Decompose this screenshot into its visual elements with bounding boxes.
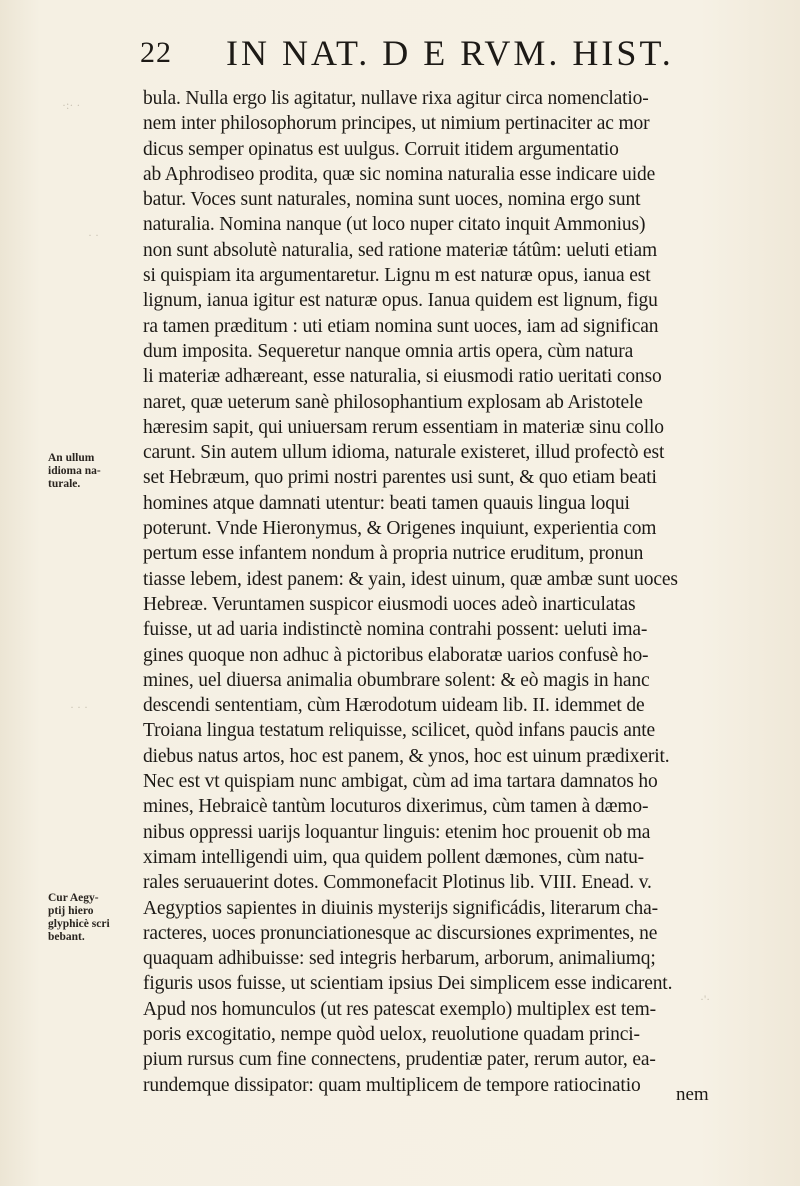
text-line: pium rursus cum fine connectens, prudentiæ pater, rerum autor, ea- xyxy=(143,1049,656,1071)
text-line: racteres, uoces pronunciationesque ac discursiones exprimentes, ne xyxy=(143,922,658,944)
text-line: Aegyptios sapientes in diuinis mysterijs significádis, literarum cha- xyxy=(143,897,658,919)
text-line: figuris usos fuisse, ut scientiam ipsius Dei simplicem esse indicarent. xyxy=(143,973,673,995)
text-line: si quispiam ita argumentaretur. Lignu m est naturæ opus, ianua est xyxy=(143,265,651,287)
text-line: Nec est vt quispiam nunc ambigat, cùm ad ima tartara damnatos ho xyxy=(143,771,658,793)
marginal-note-line: glyphicè scri xyxy=(48,918,110,930)
text-line: naturalia. Nomina nanque (ut loco nuper citato inquit Ammonius) xyxy=(143,214,646,236)
text-line: Apud nos homunculos (ut res patescat exemplo) multiplex est tem- xyxy=(143,998,656,1020)
marginal-note-line: ptij hiero xyxy=(48,905,94,917)
text-line: bula. Nulla ergo lis agitatur, nullave rixa agitur circa nomenclatio- xyxy=(143,88,649,109)
text-line: lignum, ianua igitur est naturæ opus. Ianua quidem est lignum, figu xyxy=(143,290,658,312)
text-line: mines, Hebraicè tantùm locuturos dixerimus, cùm tamen à dæmo- xyxy=(143,796,649,818)
text-line: fuisse, ut ad uaria indistinctè nomina contrahi possent: ueluti ima- xyxy=(143,619,648,641)
text-line: rales seruauerint dotes. Commonefacit Plotinus lib. VIII. Enead. v. xyxy=(143,872,652,894)
marginal-note-line: turale. xyxy=(48,478,81,490)
marginal-note-hieroglyphics xyxy=(48,892,140,944)
text-line: carunt. Sin autem ullum idioma, naturale existeret, illud profectò est xyxy=(143,442,665,464)
text-line: dum imposita. Sequeretur nanque omnia artis opera, cùm natura xyxy=(143,340,634,362)
text-line: ab Aphrodiseo prodita, quæ sic nomina naturalia esse indicare uide xyxy=(143,163,656,185)
text-line: naret, quæ ueterum sanè philosophantium explosam ab Aristotele xyxy=(143,391,643,413)
bleed-through-mark: · · · xyxy=(70,700,88,714)
text-line: rundemque dissipator: quam multiplicem de tempore ratiocinatio xyxy=(143,1074,641,1096)
text-line: pertum esse infantem nondum à propria nutrice eruditum, pronun xyxy=(143,543,644,565)
text-line: set Hebræum, quo primi nostri parentes usi sunt, & quo etiam beati xyxy=(143,467,657,489)
text-line: poterunt. Vnde Hieronymus, & Origenes inquiunt, experientia com xyxy=(143,518,657,540)
text-line: descendi sententiam, cùm Hærodotum uideam lib. II. idemmet de xyxy=(143,695,645,717)
text-line: mines, uel diuersa animalia obumbrare solent: & eò magis in hanc xyxy=(143,669,650,691)
text-line: Hebreæ. Veruntamen suspicor eiusmodi uoces adeò inarticulatas xyxy=(143,593,636,615)
text-line: nem inter philosophorum principes, ut nimium pertinaciter ac mor xyxy=(143,113,650,135)
bleed-through-mark: ·:· · xyxy=(62,98,81,112)
text-line: quaquam adhibuisse: sed integris herbarum, arborum, animaliumq; xyxy=(143,948,656,970)
marginal-note-line: An ullum xyxy=(48,452,95,464)
marginal-note-line: idioma na- xyxy=(48,465,101,477)
body-text xyxy=(143,86,773,1098)
bleed-through-mark: ·'· xyxy=(700,992,711,1006)
marginal-note-idioma xyxy=(48,452,140,491)
catchword: nem xyxy=(676,1084,709,1105)
text-line: Troiana lingua testatum reliquisse, scilicet, quòd infans paucis ante xyxy=(143,720,656,742)
text-line: ra tamen præditum : uti etiam nomina sunt uoces, iam ad significan xyxy=(143,315,659,337)
page-number: 22 xyxy=(140,36,172,69)
marginal-note-line: Cur Aegy- xyxy=(48,892,99,904)
text-line: poris excogitatio, nempe quòd uelox, reuolutione quadam princi- xyxy=(143,1023,640,1045)
running-head: IN NAT. D E RVM. HIST. xyxy=(226,33,674,73)
page-header xyxy=(140,28,780,72)
text-line: batur. Voces sunt naturales, nomina sunt uoces, nomina ergo sunt xyxy=(143,189,641,211)
text-line: li materiæ adhæreant, esse naturalia, si eiusmodi ratio ueritati conso xyxy=(143,366,662,388)
text-line: homines atque damnati utentur: beati tamen quauis lingua loqui xyxy=(143,492,630,514)
text-line: nibus oppressi uarijs loquantur linguis: etenim hoc prouenit ob ma xyxy=(143,821,651,843)
text-line: hæresim sapit, qui uniuersam rerum essentiam in materiæ sinu collo xyxy=(143,416,664,438)
text-line: dicus semper opinatus est uulgus. Corruit itidem argumentatio xyxy=(143,138,619,160)
text-line: non sunt absolutè naturalia, sed ratione materiæ tátûm: ueluti etiam xyxy=(143,239,657,261)
text-line: tiasse lebem, idest panem: & yain, idest uinum, quæ ambæ sunt uoces xyxy=(143,568,678,590)
text-line: diebus natus artos, hoc est panem, & ynos, hoc est uinum prædixerit. xyxy=(143,745,670,767)
marginal-note-line: bebant. xyxy=(48,931,85,943)
text-line: ximam intelligendi uim, qua quidem pollent dæmones, cùm natu- xyxy=(143,846,645,868)
bleed-through-mark: · · xyxy=(88,228,99,242)
text-line: gines quoque non adhuc à pictoribus elaboratæ uarios confusè ho- xyxy=(143,644,649,666)
